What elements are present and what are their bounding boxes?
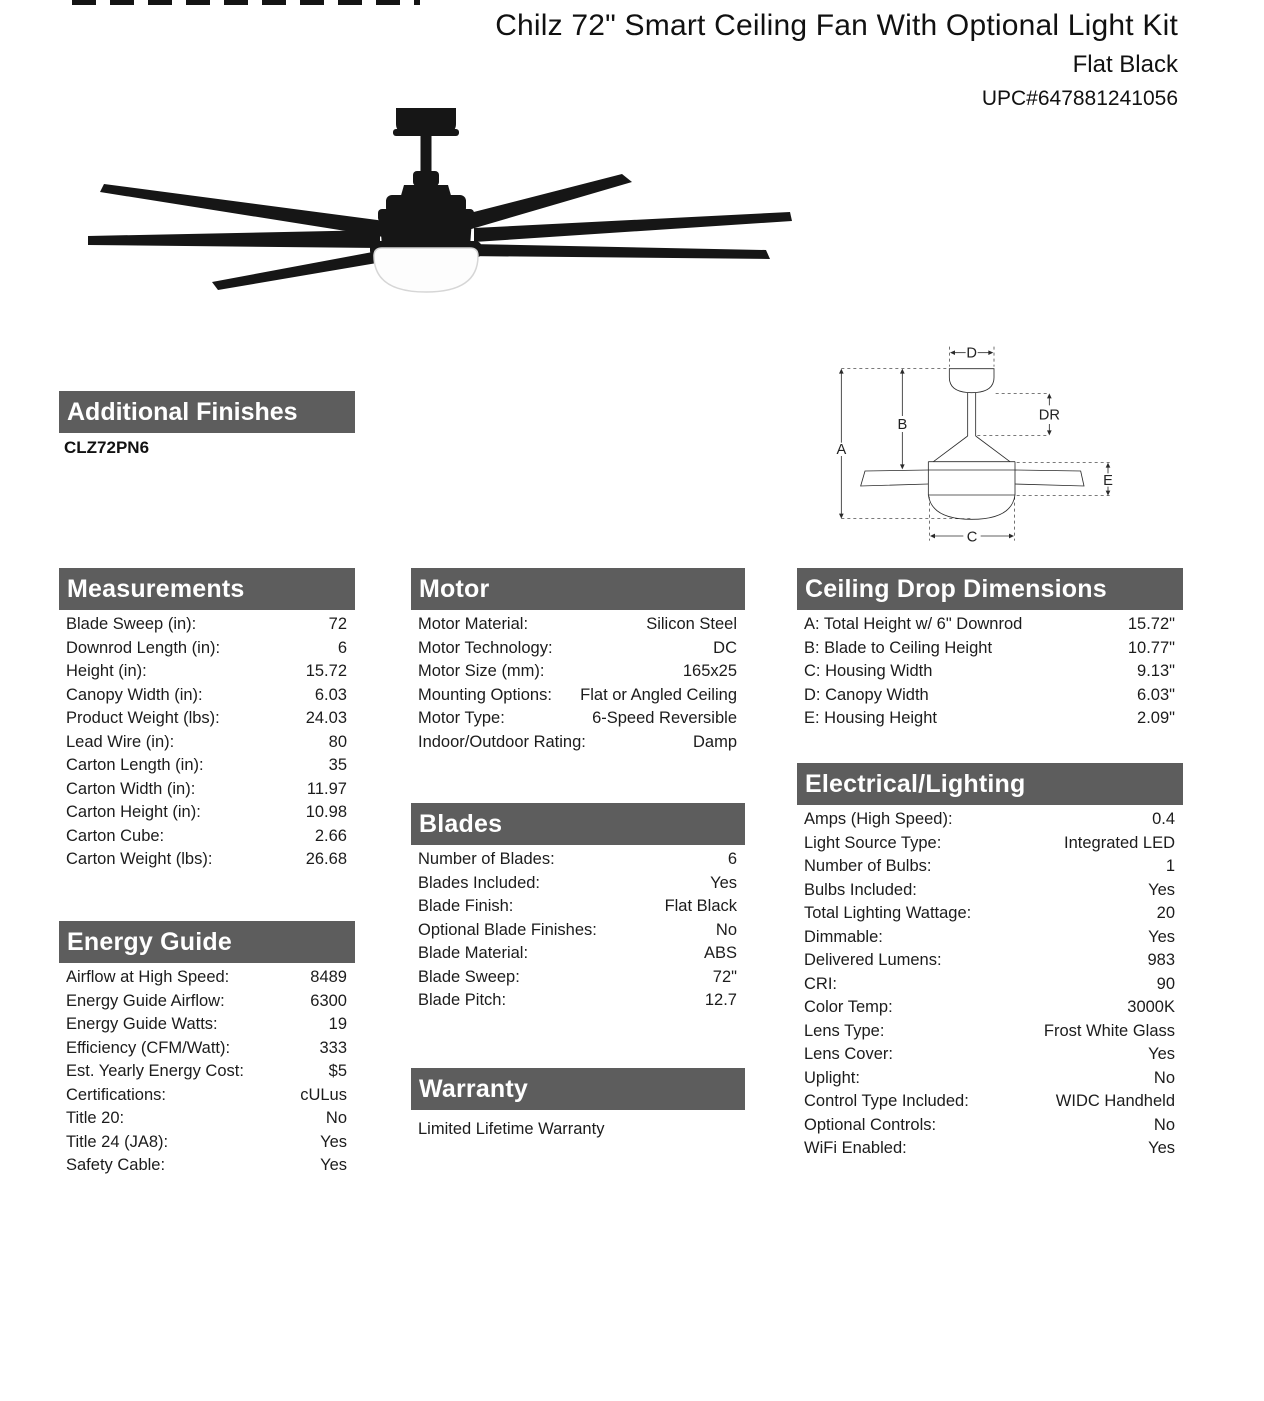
- spec-value: 2.66: [314, 826, 347, 845]
- section-warranty: [411, 1068, 745, 1142]
- spec-row: [797, 660, 1183, 684]
- spec-label: CRI:: [804, 974, 837, 993]
- spec-value: 26.68: [305, 850, 347, 868]
- spec-value: 12.7: [704, 991, 737, 1009]
- spec-row: [797, 684, 1183, 708]
- spec-value: 2.09": [1137, 709, 1175, 727]
- spec-label: Lens Type:: [804, 1021, 885, 1040]
- spec-row: [797, 902, 1183, 926]
- spec-label: Downrod Length (in):: [66, 638, 221, 657]
- spec-row: [411, 942, 745, 966]
- spec-row: [59, 731, 355, 755]
- spec-row: [411, 919, 745, 943]
- spec-value: 983: [1147, 951, 1175, 969]
- spec-value: 6: [337, 638, 347, 657]
- section-header-measurements: Measurements: [59, 568, 355, 610]
- spec-value: 10.98: [305, 803, 347, 821]
- section-header-blades: Blades: [411, 803, 745, 845]
- spec-value: 6: [727, 850, 737, 868]
- spec-row: [797, 1114, 1183, 1138]
- spec-value: 24.03: [305, 709, 347, 727]
- spec-label: D: Canopy Width: [804, 685, 929, 704]
- spec-row: [797, 855, 1183, 879]
- spec-value: 72: [328, 615, 347, 633]
- spec-label: Blade Sweep:: [418, 967, 520, 986]
- spec-label: Light Source Type:: [804, 833, 942, 852]
- spec-row: [411, 872, 745, 896]
- spec-row: [797, 879, 1183, 903]
- dim-label-e: E: [1103, 473, 1113, 489]
- spec-value: Damp: [692, 732, 737, 751]
- spec-row: [797, 1043, 1183, 1067]
- spec-value: Yes: [1148, 880, 1175, 899]
- spec-label: Carton Width (in):: [66, 779, 196, 798]
- spec-row: [797, 1137, 1183, 1161]
- spec-value: No: [715, 920, 737, 939]
- spec-row: [59, 613, 355, 637]
- spec-label: Lead Wire (in):: [66, 732, 175, 751]
- spec-label: Carton Weight (lbs):: [66, 850, 213, 868]
- spec-label: Safety Cable:: [66, 1156, 166, 1174]
- spec-label: Energy Guide Watts:: [66, 1015, 218, 1033]
- product-title: Chilz 72" Smart Ceiling Fan With Optional Light Kit: [495, 9, 1178, 42]
- section-header-energy-guide: Energy Guide: [59, 921, 355, 963]
- spec-value: No: [325, 1109, 347, 1127]
- spec-value: 15.72": [1127, 615, 1175, 633]
- spec-row: [59, 778, 355, 802]
- section-ceiling-drop: [797, 568, 1183, 731]
- spec-value: Integrated LED: [1064, 833, 1175, 852]
- spec-row: [59, 684, 355, 708]
- spec-label: Blade Pitch:: [418, 991, 507, 1009]
- dim-label-dr: DR: [1038, 407, 1060, 424]
- spec-label: Motor Technology:: [418, 638, 553, 657]
- spec-label: WiFi Enabled:: [804, 1139, 907, 1157]
- section-energy-guide: [59, 921, 355, 1178]
- spec-value: 6.03: [314, 685, 347, 704]
- spec-value: Yes: [1148, 1139, 1175, 1157]
- spec-label: C: Housing Width: [804, 662, 933, 680]
- spec-label: Optional Controls:: [804, 1115, 937, 1134]
- section-rows-energy-guide: [59, 966, 355, 1178]
- fan-product-image: [60, 98, 800, 303]
- spec-row: [59, 754, 355, 778]
- spec-row: [411, 707, 745, 731]
- spec-value: 10.77": [1127, 638, 1175, 657]
- spec-label: Lens Cover:: [804, 1045, 893, 1063]
- spec-label: Indoor/Outdoor Rating:: [418, 732, 586, 751]
- section-header-warranty: Warranty: [411, 1068, 745, 1110]
- product-upc: UPC#647881241056: [981, 87, 1178, 110]
- spec-label: Canopy Width (in):: [66, 685, 203, 704]
- spec-value: 165x25: [682, 662, 737, 680]
- spec-row: [411, 895, 745, 919]
- spec-label: Blade Finish:: [418, 897, 514, 915]
- light-kit-lens: [374, 248, 478, 292]
- spec-value: Flat or Angled Ceiling: [580, 685, 737, 704]
- spec-value: 20: [1156, 904, 1175, 922]
- spec-row: [797, 1090, 1183, 1114]
- spec-label: Dimmable:: [804, 927, 883, 946]
- spec-row: [797, 973, 1183, 997]
- section-motor: [411, 568, 745, 754]
- spec-label: Uplight:: [804, 1068, 860, 1087]
- dim-label-d: D: [966, 345, 977, 362]
- spec-row: [797, 832, 1183, 856]
- section-rows-ceiling-drop: [797, 613, 1183, 731]
- spec-row: [411, 848, 745, 872]
- section-rows-warranty: [411, 1118, 745, 1142]
- cropped-logo-fragment: [72, 0, 420, 5]
- spec-value: No: [1153, 1068, 1175, 1087]
- dim-label-c: C: [966, 529, 978, 546]
- spec-label: Title 24 (JA8):: [66, 1132, 169, 1151]
- spec-row: [797, 1020, 1183, 1044]
- spec-value: 3000K: [1127, 998, 1175, 1016]
- section-header-electrical: Electrical/Lighting: [797, 763, 1183, 805]
- spec-value: Yes: [1148, 1045, 1175, 1063]
- spec-value: Yes: [320, 1156, 347, 1174]
- spec-row: [59, 1037, 355, 1061]
- spec-value: Flat Black: [664, 897, 737, 915]
- spec-row: [59, 801, 355, 825]
- spec-value: No: [1153, 1115, 1175, 1134]
- spec-row: [59, 707, 355, 731]
- spec-label: Height (in):: [66, 662, 147, 680]
- spec-row: [797, 926, 1183, 950]
- section-header-motor: Motor: [411, 568, 745, 610]
- spec-row: [797, 996, 1183, 1020]
- spec-row: [59, 637, 355, 661]
- spec-row: [59, 1107, 355, 1131]
- spec-value: 80: [328, 732, 347, 751]
- spec-row: [59, 1154, 355, 1178]
- spec-row: [797, 613, 1183, 637]
- spec-row: [411, 731, 745, 755]
- spec-value: cULus: [300, 1085, 347, 1104]
- spec-row: [797, 637, 1183, 661]
- spec-row: [59, 990, 355, 1014]
- spec-row: [411, 660, 745, 684]
- section-rows-motor: [411, 613, 745, 754]
- spec-value: 8489: [310, 968, 347, 986]
- section-rows-blades: [411, 848, 745, 1013]
- spec-value: 1: [1165, 857, 1175, 875]
- spec-value: 6.03": [1137, 685, 1175, 704]
- spec-label: Est. Yearly Energy Cost:: [66, 1062, 244, 1080]
- spec-row: [411, 1118, 745, 1142]
- spec-row: [59, 966, 355, 990]
- spec-value: 6300: [310, 991, 347, 1010]
- spec-row: [411, 637, 745, 661]
- spec-value: $5: [328, 1062, 347, 1080]
- product-header: [495, 8, 1178, 112]
- section-measurements: [59, 568, 355, 872]
- spec-row: [59, 825, 355, 849]
- spec-row: [59, 1084, 355, 1108]
- dimensions-diagram: [820, 330, 1150, 565]
- section-header-ceiling-drop: Ceiling Drop Dimensions: [797, 568, 1183, 610]
- spec-value: DC: [713, 638, 737, 657]
- spec-label: Blades Included:: [418, 873, 541, 892]
- spec-label: Carton Height (in):: [66, 803, 201, 821]
- spec-value: WIDC Handheld: [1055, 1092, 1175, 1110]
- spec-label: Certifications:: [66, 1085, 166, 1104]
- additional-finishes-header: Additional Finishes: [59, 391, 355, 433]
- spec-value: 35: [328, 756, 347, 774]
- spec-value: Silicon Steel: [646, 615, 737, 633]
- spec-label: Product Weight (lbs):: [66, 709, 220, 727]
- spec-row: [797, 808, 1183, 832]
- spec-value: Yes: [1148, 927, 1175, 946]
- spec-value: 90: [1156, 974, 1175, 993]
- spec-value: 19: [328, 1015, 347, 1033]
- spec-label: Title 20:: [66, 1109, 125, 1127]
- section-rows-measurements: [59, 613, 355, 872]
- dim-label-a: A: [836, 442, 847, 458]
- spec-label: E: Housing Height: [804, 709, 937, 727]
- spec-label: Limited Lifetime Warranty: [418, 1120, 605, 1138]
- spec-row: [797, 1067, 1183, 1091]
- section-blades: [411, 803, 745, 1013]
- spec-value: ABS: [703, 944, 737, 962]
- spec-value: Frost White Glass: [1043, 1021, 1175, 1040]
- spec-label: Energy Guide Airflow:: [66, 991, 225, 1010]
- spec-label: Optional Blade Finishes:: [418, 920, 597, 939]
- spec-value: 333: [319, 1038, 347, 1057]
- spec-row: [59, 660, 355, 684]
- spec-value: 11.97: [306, 779, 347, 798]
- spec-label: A: Total Height w/ 6" Downrod: [804, 615, 1023, 633]
- spec-label: Airflow at High Speed:: [66, 968, 230, 986]
- spec-value: 6-Speed Reversible: [592, 709, 737, 727]
- spec-label: Control Type Included:: [804, 1092, 969, 1110]
- section-rows-electrical: [797, 808, 1183, 1161]
- spec-label: Delivered Lumens:: [804, 951, 942, 969]
- spec-value: 15.72: [305, 662, 347, 680]
- spec-value: 9.13": [1137, 662, 1175, 680]
- spec-label: Carton Length (in):: [66, 756, 204, 774]
- spec-label: Efficiency (CFM/Watt):: [66, 1038, 231, 1057]
- spec-label: Bulbs Included:: [804, 880, 917, 899]
- spec-label: Motor Material:: [418, 615, 529, 633]
- spec-label: B: Blade to Ceiling Height: [804, 638, 993, 657]
- spec-label: Mounting Options:: [418, 685, 552, 704]
- spec-row: [411, 684, 745, 708]
- additional-finish-model: CLZ72PN6: [64, 438, 150, 457]
- dim-label-b: B: [897, 417, 908, 433]
- spec-row: [59, 848, 355, 872]
- spec-value: Yes: [320, 1132, 347, 1151]
- spec-label: Carton Cube:: [66, 826, 165, 845]
- spec-row: [59, 1131, 355, 1155]
- spec-row: [797, 949, 1183, 973]
- spec-row: [411, 989, 745, 1013]
- spec-label: Number of Blades:: [418, 850, 555, 868]
- spec-row: [411, 966, 745, 990]
- section-electrical: [797, 763, 1183, 1161]
- spec-label: Motor Size (mm):: [418, 662, 545, 680]
- spec-row: [59, 1013, 355, 1037]
- spec-label: Amps (High Speed):: [804, 810, 953, 828]
- spec-label: Motor Type:: [418, 709, 505, 727]
- spec-row: [59, 1060, 355, 1084]
- spec-label: Color Temp:: [804, 998, 893, 1016]
- spec-label: Blade Material:: [418, 944, 529, 962]
- product-finish: Flat Black: [1072, 51, 1178, 78]
- spec-value: 72": [712, 967, 737, 986]
- spec-row: [797, 707, 1183, 731]
- spec-label: Blade Sweep (in):: [66, 615, 197, 633]
- spec-label: Total Lighting Wattage:: [804, 904, 972, 922]
- spec-row: [411, 613, 745, 637]
- spec-label: Number of Bulbs:: [804, 857, 932, 875]
- spec-value: Yes: [710, 873, 737, 892]
- spec-value: 0.4: [1152, 810, 1175, 828]
